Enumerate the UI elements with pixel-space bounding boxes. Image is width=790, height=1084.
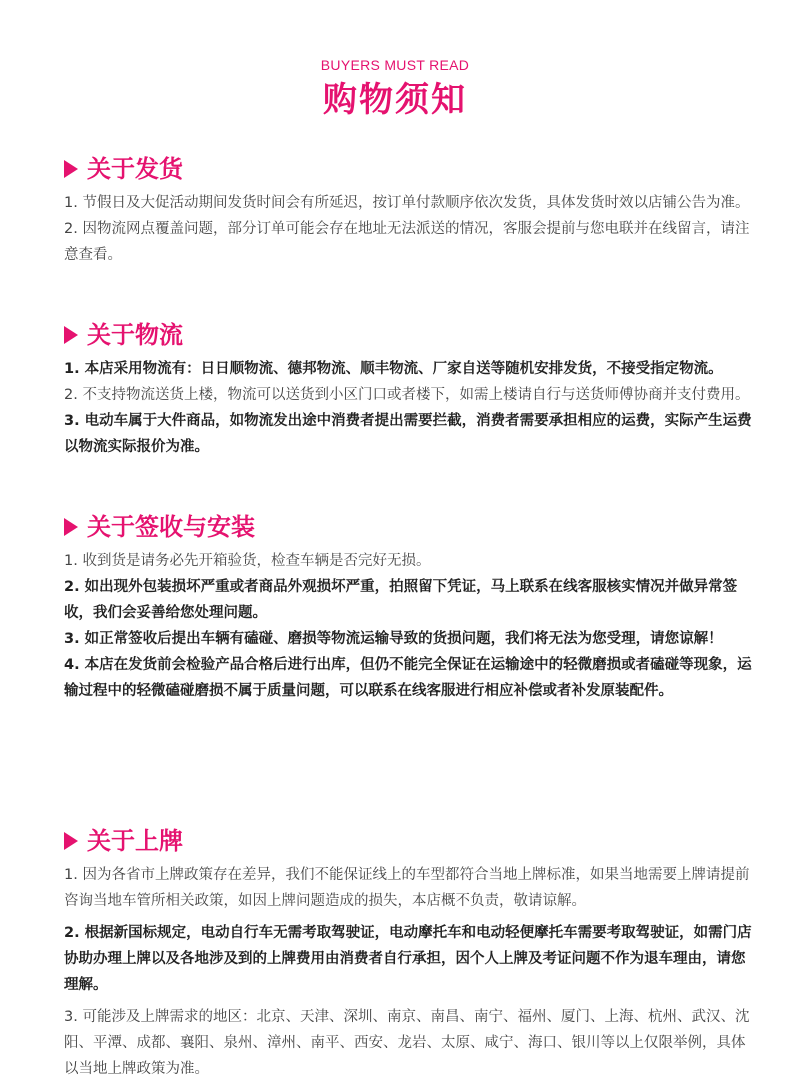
- section-heading: [64, 826, 754, 856]
- page-header: [0, 56, 790, 122]
- section-title: 关于发货: [87, 155, 183, 183]
- triangle-bullet-icon: [64, 832, 78, 850]
- page-title: 购物须知: [323, 80, 467, 120]
- list-item: 3. 如正常签收后提出车辆有磕碰、磨损等物流运输导致的货损问题，我们将无法为您受理，请您谅解！: [64, 631, 723, 647]
- list-item: 3. 电动车属于大件商品，如物流发出途中消费者提出需要拦截，消费者需要承担相应的运费，实际产生运费以物流实际报价为准。: [64, 413, 752, 455]
- triangle-bullet-icon: [64, 326, 78, 344]
- section-items: [64, 548, 754, 704]
- list-item: 2. 根据新国标规定，电动自行车无需考取驾驶证，电动摩托车和电动轻便摩托车需要考取驾驶证，如需门店协助办理上牌以及各地涉及到的上牌费用由消费者自行承担，因个人上牌及考证问题不作为退车理由，请您理解。: [64, 925, 752, 993]
- list-item: 1. 因为各省市上牌政策存在差异，我们不能保证线上的车型都符合当地上牌标准，如果当地需要上牌请提前咨询当地车管所相关政策，如因上牌问题造成的损失，本店概不负责，敬请谅解。: [64, 867, 750, 909]
- list-item: 2. 不支持物流送货上楼，物流可以送货到小区门口或者楼下，如需上楼请自行与送货师傅协商并支付费用。: [64, 387, 750, 403]
- section-shipping: [64, 154, 754, 268]
- page-subtitle: BUYERS MUST READ: [320, 57, 470, 73]
- list-item: 2. 因物流网点覆盖问题，部分订单可能会存在地址无法派送的情况，客服会提前与您电联并在线留言，请注意查看。: [64, 221, 750, 263]
- section-receipt-installation: [64, 512, 754, 704]
- section-title: 关于上牌: [87, 827, 183, 855]
- list-item: 1. 节假日及大促活动期间发货时间会有所延迟，按订单付款顺序依次发货，具体发货时效以店铺公告为准。: [64, 195, 750, 211]
- section-items: [64, 190, 754, 268]
- triangle-bullet-icon: [64, 518, 78, 536]
- section-title: 关于物流: [87, 321, 183, 349]
- list-item: 2. 如出现外包装损坏严重或者商品外观损坏严重，拍照留下凭证，马上联系在线客服核实情况并做异常签收，我们会妥善给您处理问题。: [64, 579, 738, 621]
- section-logistics: [64, 320, 754, 460]
- section-items: [64, 356, 754, 460]
- section-title: 关于签收与安装: [87, 513, 255, 541]
- triangle-bullet-icon: [64, 160, 78, 178]
- section-heading: [64, 512, 754, 542]
- list-item: 4. 本店在发货前会检验产品合格后进行出库，但仍不能完全保证在运输途中的轻微磨损或者磕碰等现象，运输过程中的轻微磕碰磨损不属于质量问题，可以联系在线客服进行相应补偿或者补发原装配件。: [64, 657, 752, 699]
- section-license-plate: [64, 826, 754, 1082]
- section-heading: [64, 154, 754, 184]
- list-item: 3. 可能涉及上牌需求的地区：北京、天津、深圳、南京、南昌、南宁、福州、厦门、上海、杭州、武汉、沈阳、平潭、成都、襄阳、泉州、漳州、南平、西安、龙岩、太原、咸宁、海口、银川等以上仅限举例，具体以当地上牌政策为准。: [64, 1009, 750, 1077]
- list-item: 1. 收到货是请务必先开箱验货，检查车辆是否完好无损。: [64, 553, 431, 569]
- section-heading: [64, 320, 754, 350]
- list-item: 1. 本店采用物流有：日日顺物流、德邦物流、顺丰物流、厂家自送等随机安排发货，不接受指定物流。: [64, 361, 723, 377]
- section-items: [64, 862, 754, 1082]
